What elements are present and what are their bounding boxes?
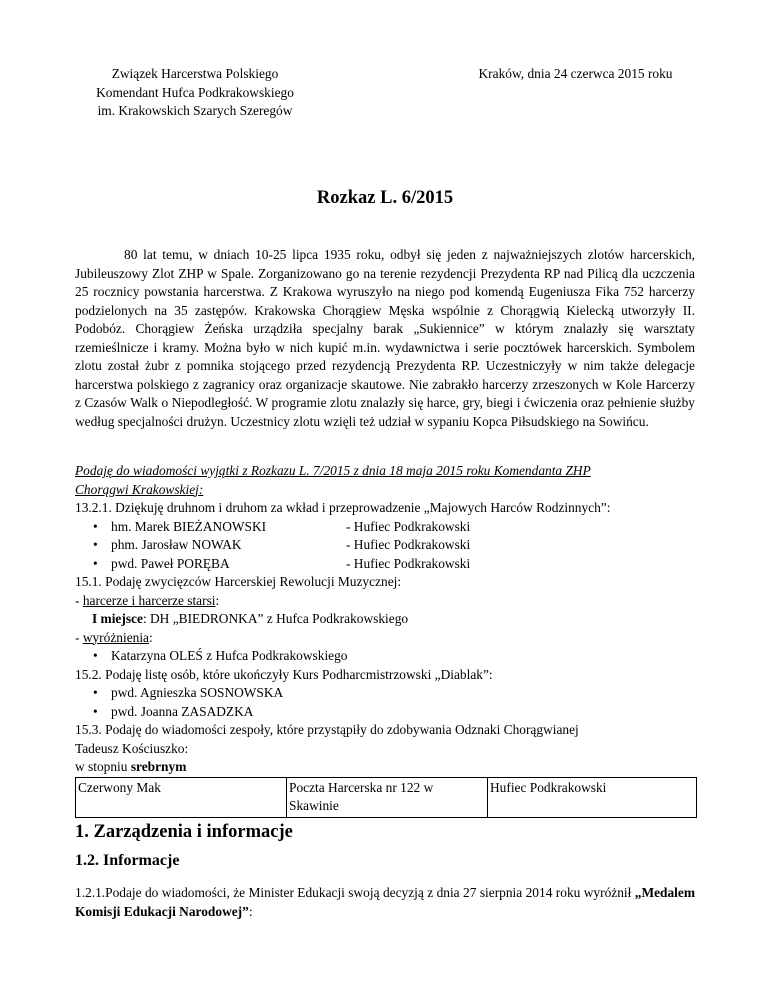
date-line: Kraków, dnia 24 czerwca 2015 roku: [478, 66, 673, 81]
item-15-2: 15.2. Podaję listę osób, które ukończyły Kurs Podharcmistrzowski „Diablak”:: [75, 666, 493, 682]
item-15-1: 15.1. Podaję zwycięzców Harcerskiej Rewolucji Muzycznej:: [75, 574, 402, 589]
organization-header: [75, 65, 315, 121]
table-row: [76, 777, 697, 817]
list-item: • Katarzyna OLEŚ z Hufca Podkrakowskiego: [75, 647, 695, 666]
person-name: pwd. Paweł PORĘBA: [111, 555, 230, 571]
level-line: w stopniu srebrnym: [75, 759, 187, 774]
excerpt-heading-cont: Chorągwi Krakowskiej:: [75, 481, 204, 497]
medal-name: „Medalem Komisji Edukacji Narodowej”: [75, 885, 695, 919]
first-place-line: [75, 610, 695, 629]
course-list: [75, 684, 695, 721]
org-commander: Komendant Hufca Podkrakowskiego: [96, 84, 294, 100]
list-item: [75, 518, 695, 537]
person-name: hm. Marek BIEŻANOWSKI: [111, 518, 267, 534]
list-item: • pwd. Joanna ZASADZKA: [75, 703, 695, 722]
section-heading: 1. Zarządzenia i informacje: [75, 822, 293, 842]
category-line: - harcerze i harcerze starsi:: [75, 592, 220, 608]
subsection-heading: 1.2. Informacje: [75, 852, 180, 869]
distinctions-line: - wyróżnienia:: [75, 629, 153, 645]
intro-text: 80 lat temu, w dniach 10-25 lipca 1935 roku, odbył się jeden z najważniejszych zlotów harcerskich, Jubileuszowy Zlot ZHP w Spale. Zorganizowano go na terenie rezydencji Prezydenta RP nad Pilicą dla uczczenia 25 rocznicy powstania harcerstwa. Z Krakowa wyruszyło na niego pod komendą Eugeniusza Fika 752 harcerzy podzielonych na 35 zastępów. Krakowska Chorągiew Męska wspólnie z Chorągwią Kielecką utworzyły II. Podobóz. Chorągiew Żeńska urządziła specjalny barak „Sukiennice” w którym znalazły się warsztaty rzemieślnicze i kramy. Można było w nich kupić m.in. wydawnictwa i serie pocztówek harcerskich. Symbolem zlotu został żubr z pomnika stojącego przed rezydencją Prezydenta RP. Uczestniczyły w nim także delegacje harcerstwa polskiego z zagranicy oraz organizacje skautowe. Nie zabrakło harcerzy zrzeszonych w Kole Harcerzy z Czasów Walk o Niepodległość. W programie zlotu znalazły się harce, gry, biegi i ćwiczenia oraz pełnienie służby według specjalności drużyn. Uczestnicy zlotu wzięli też udział w sypaniu Kopca Piłsudskiego na Sowińcu.: [75, 247, 695, 429]
unit-name: - Hufiec Podkrakowski: [346, 537, 471, 552]
excerpt-section: [75, 462, 695, 818]
category-label: harcerze i harcerze starsi: [82, 592, 216, 608]
distinctions-list: [75, 647, 695, 666]
org-patron: im. Krakowskich Szarych Szeregów: [97, 103, 293, 118]
distinctions-label: wyróżnienia: [82, 629, 149, 645]
info-text: 1.2.1.Podaje do wiadomości, że Minister Edukacji swoją decyzją z dnia 27 sierpnia 2014 roku wyróżnił: [75, 885, 635, 900]
place-text: : DH „BIEDRONKA” z Hufca Podkrakowskiego: [142, 611, 409, 626]
unit-name: - Hufiec Podkrakowski: [346, 555, 471, 571]
intro-paragraph: [75, 246, 695, 431]
org-name: Związek Harcerstwa Polskiego: [111, 66, 279, 81]
order-title: Rozkaz L. 6/2015: [316, 188, 454, 208]
item-15-3: 15.3. Podaję do wiadomości zespoły, które przystąpiły do zdobywania Odznaki Chorągwianej: [75, 722, 579, 737]
list-item: [75, 536, 695, 555]
list-item: [75, 555, 695, 574]
person-name: phm. Jarosław NOWAK: [111, 537, 242, 552]
table-cell: Czerwony Mak: [76, 777, 287, 817]
item-15-3-cont: Tadeusz Kościuszko:: [75, 740, 189, 756]
thanks-list: [75, 518, 695, 574]
unit-name: - Hufiec Podkrakowski: [346, 518, 471, 534]
list-item: • pwd. Agnieszka SOSNOWSKA: [75, 684, 695, 703]
teams-table: [75, 777, 697, 818]
place-label: I miejsce: [92, 611, 143, 626]
table-cell: Poczta Harcerska nr 122 w Skawinie: [287, 777, 488, 817]
info-paragraph: 1.2.1.Podaje do wiadomości, że Minister Edukacji swoją decyzją z dnia 27 sierpnia 2014 roku wyróżnił „Medalem Komisji Edukacji Narodowej”:: [75, 885, 695, 919]
item-13-2-1: 13.2.1. Dziękuję druhnom i druhom za wkład i przeprowadzenie „Majowych Harców Rodzinnych”:: [75, 500, 611, 515]
table-cell: Hufiec Podkrakowski: [488, 777, 697, 817]
level-value: srebrnym: [130, 759, 187, 774]
excerpt-heading: Podaję do wiadomości wyjątki z Rozkazu L. 7/2015 z dnia 18 maja 2015 roku Komendanta ZHP: [75, 463, 591, 478]
